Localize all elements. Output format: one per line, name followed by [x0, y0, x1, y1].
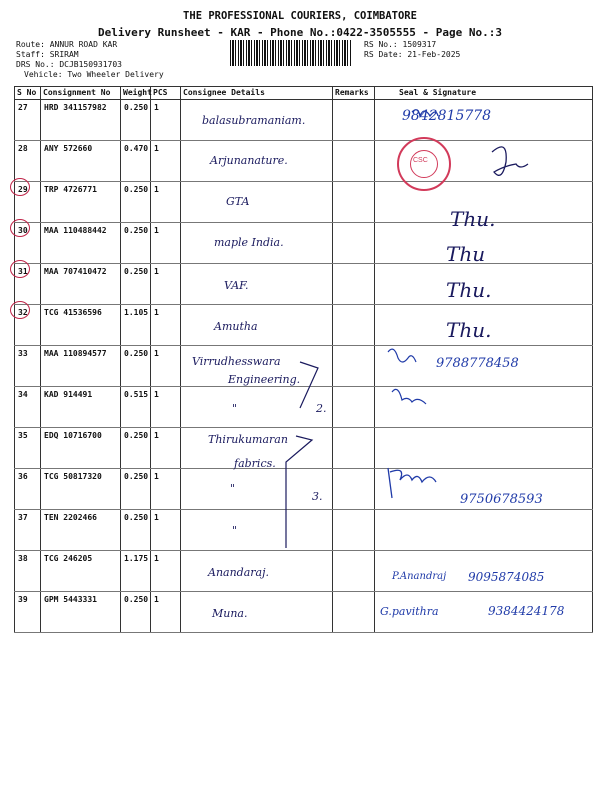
handwritten-consignee: Amutha	[214, 320, 258, 333]
row-sno: 32	[15, 305, 41, 346]
row-weight: 0.250	[121, 428, 151, 469]
row-sno: 34	[15, 387, 41, 428]
handwritten-consignee: balasubramaniam.	[202, 114, 306, 127]
signature-thu: Thu.	[446, 318, 492, 342]
row-pcs: 1	[151, 387, 181, 428]
row-consignment: EDQ 10716700	[41, 428, 121, 469]
handwritten-consignee: GTA	[226, 195, 250, 208]
signature-thu: Thu.	[446, 278, 492, 302]
handwritten-consignee: fabrics.	[234, 457, 276, 470]
rs-date-text: RS Date: 21-Feb-2025	[364, 50, 461, 59]
row-pcs: 1	[151, 182, 181, 223]
row-weight: 1.175	[121, 551, 151, 592]
company-seal: CSC	[397, 137, 451, 191]
handwritten-name: G.pavithra	[380, 605, 439, 618]
col-seal: Seal & Signature	[375, 87, 593, 100]
row-sno: 29	[15, 182, 41, 223]
col-consignee: Consignee Details	[181, 87, 333, 100]
row-consignment: TCG 50817320	[41, 469, 121, 510]
row-pcs: 1	[151, 510, 181, 551]
handwritten-consignee: Arjunanature.	[210, 154, 288, 167]
handwritten-consignee: Engineering.	[228, 373, 301, 386]
row-consignment: MAA 707410472	[41, 264, 121, 305]
row-weight: 0.250	[121, 346, 151, 387]
row-pcs: 1	[151, 141, 181, 182]
row-sno: 37	[15, 510, 41, 551]
signature-thu: Thu	[446, 242, 486, 266]
row-pcs: 1	[151, 100, 181, 141]
row-weight: 0.250	[121, 100, 151, 141]
handwritten-consignee: maple India.	[214, 236, 284, 249]
handwritten-consignee: Thirukumaran	[208, 433, 288, 446]
row-sno: 36	[15, 469, 41, 510]
row-weight: 0.250	[121, 592, 151, 633]
handwritten-consignee: VAF.	[224, 279, 249, 292]
row-weight: 0.515	[121, 387, 151, 428]
handwritten-phone: 9095874085	[468, 570, 545, 584]
row-pcs: 1	[151, 551, 181, 592]
row-weight: 0.250	[121, 469, 151, 510]
row-weight: 0.470	[121, 141, 151, 182]
handwritten-bracket-label: 2.	[316, 402, 327, 415]
row-consignment: TCG 41536596	[41, 305, 121, 346]
row-weight: 0.250	[121, 223, 151, 264]
row-weight: 0.250	[121, 510, 151, 551]
row-consignment: HRD 341157982	[41, 100, 121, 141]
staff-text: Staff: SRIRAM	[16, 50, 79, 59]
col-sno: S No	[15, 87, 41, 100]
handwritten-consignee: "	[232, 402, 238, 415]
handwritten-consignee: Anandaraj.	[208, 566, 269, 579]
handwritten-bracket-label: 3.	[312, 490, 323, 503]
row-consignment: TCG 246205	[41, 551, 121, 592]
row-sno: 35	[15, 428, 41, 469]
handwritten-phone: 9842815778	[402, 108, 492, 124]
company-title: THE PROFESSIONAL COURIERS, COIMBATORE	[183, 10, 417, 22]
row-sno: 30	[15, 223, 41, 264]
row-pcs: 1	[151, 264, 181, 305]
signature-thu: Thu.	[450, 207, 496, 231]
row-sno: 31	[15, 264, 41, 305]
row-consignment: MAA 110488442	[41, 223, 121, 264]
row-consignment: KAD 914491	[41, 387, 121, 428]
handwritten-consignee: Virrudhesswara	[192, 355, 281, 368]
handwritten-phone: 9750678593	[460, 492, 543, 507]
handwritten-consignee: "	[230, 482, 236, 495]
drs-text: DRS No.: DCJB150931703	[16, 60, 122, 69]
row-consignment: ANY 572660	[41, 141, 121, 182]
handwritten-phone: 9788778458	[436, 356, 519, 371]
handwritten-consignee: "	[232, 524, 238, 537]
handwritten-phone: 9384424178	[488, 604, 565, 618]
row-pcs: 1	[151, 469, 181, 510]
row-sno: 28	[15, 141, 41, 182]
row-consignment: TRP 4726771	[41, 182, 121, 223]
col-consignment: Consignment No	[41, 87, 121, 100]
col-remarks: Remarks	[333, 87, 375, 100]
row-weight: 1.105	[121, 305, 151, 346]
row-consignment: MAA 110894577	[41, 346, 121, 387]
row-sno: 33	[15, 346, 41, 387]
handwritten-consignee: Muna.	[212, 607, 248, 620]
col-weight: Weight	[121, 87, 151, 100]
row-weight: 0.250	[121, 264, 151, 305]
row-consignment: GPM 5443331	[41, 592, 121, 633]
rs-no-text: RS No.: 1509317	[364, 40, 437, 49]
row-pcs: 1	[151, 428, 181, 469]
row-consignment: TEN 2202466	[41, 510, 121, 551]
row-sno: 39	[15, 592, 41, 633]
row-pcs: 1	[151, 346, 181, 387]
row-pcs: 1	[151, 592, 181, 633]
route-text: Route: ANNUR ROAD KAR	[16, 40, 118, 49]
runsheet-title: Delivery Runsheet - KAR - Phone No.:0422-3505555 - Page No.:3	[98, 26, 502, 39]
row-pcs: 1	[151, 223, 181, 264]
row-sno: 38	[15, 551, 41, 592]
row-pcs: 1	[151, 305, 181, 346]
row-weight: 0.250	[121, 182, 151, 223]
handwritten-name: P.Anandraj	[392, 571, 447, 582]
col-pcs: PCS	[151, 87, 181, 100]
row-sno: 27	[15, 100, 41, 141]
vehicle-text: Vehicle: Two Wheeler Delivery	[24, 70, 164, 79]
